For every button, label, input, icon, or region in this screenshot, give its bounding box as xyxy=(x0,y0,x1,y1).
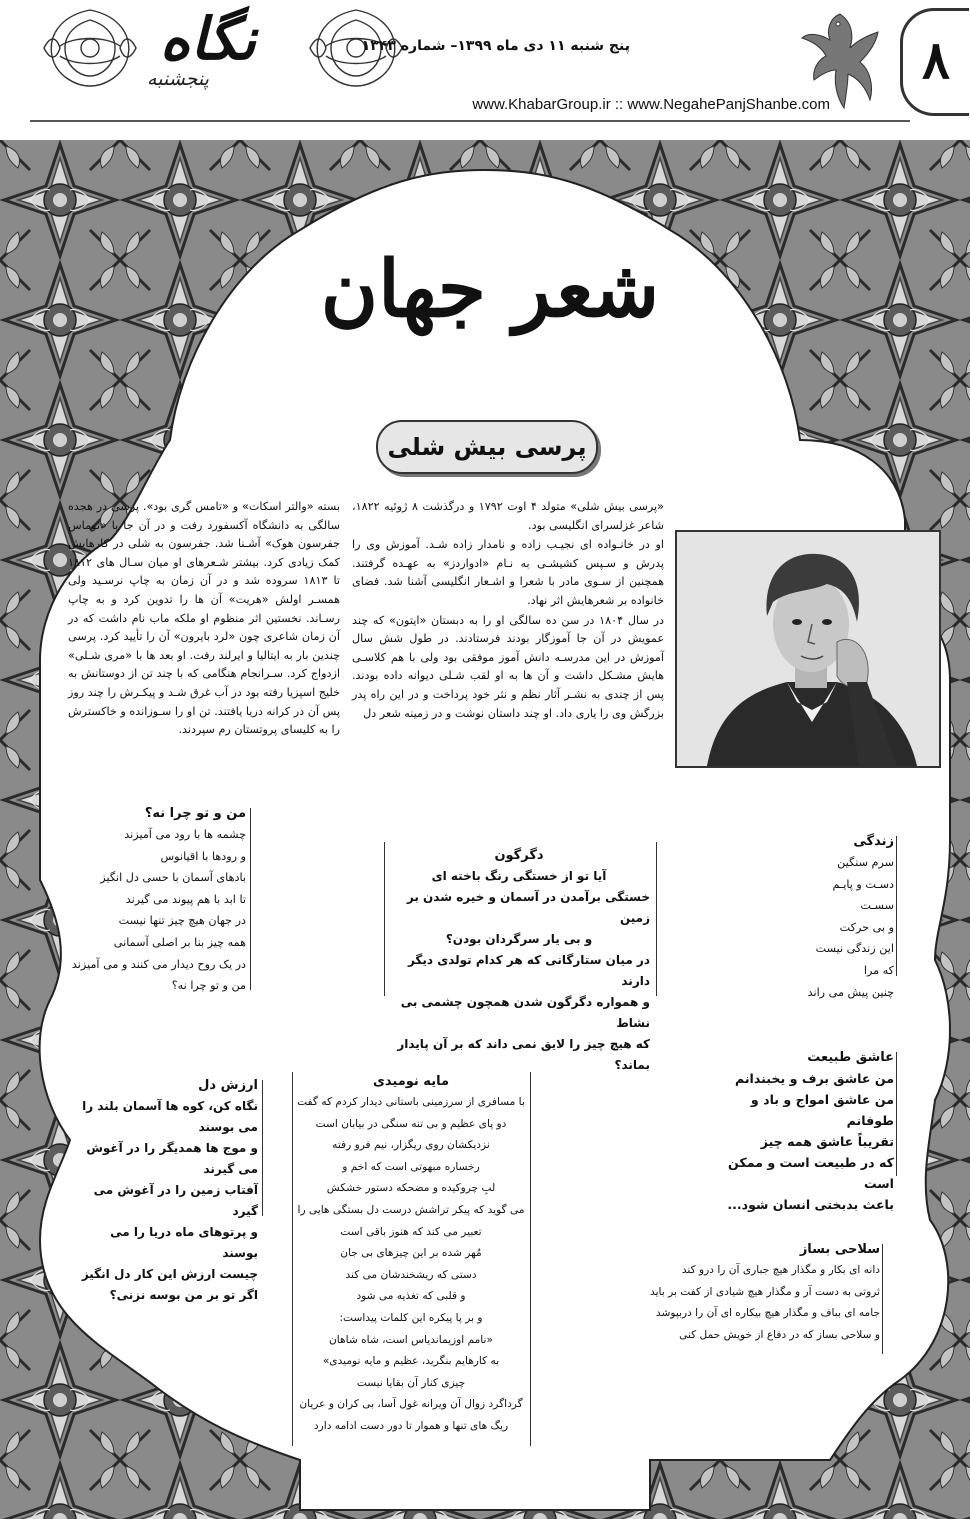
poem-mayeh-noumidi xyxy=(296,1072,526,1438)
poem-title: زندگی xyxy=(853,834,894,849)
logo-subtitle: پنجشنبه xyxy=(147,68,209,90)
bird-ornament-icon xyxy=(800,4,880,116)
poem-line: و موج ها همدیگر را در آغوش می گیرند xyxy=(86,1141,258,1176)
poem-line: و رودها با اقیانوس xyxy=(160,849,246,863)
poem-line: چنین پیش می راند xyxy=(807,985,894,999)
poem-line: خستگی برآمدن در آسمان و خیره شدن بر زمین xyxy=(406,890,650,925)
masthead-logo xyxy=(118,4,298,108)
poem-divider xyxy=(250,808,251,990)
poem-divider xyxy=(896,1052,897,1176)
poem-divider xyxy=(292,1072,293,1446)
poem-line: که هیچ چیز را لایق نمی داند که بر آن پایدار بماند؟ xyxy=(397,1037,650,1072)
poet-name: پرسی بیش شلی xyxy=(387,433,587,461)
poem-line: در یک روح دیدار می کنند و می آمیزند xyxy=(71,957,246,971)
page-number: ۸ xyxy=(922,30,950,91)
poem-zendegi xyxy=(800,832,894,1003)
poem-line: می گوید که پیکر تراشش درست دل بستگی هایی را xyxy=(297,1203,525,1216)
poem-divider xyxy=(882,1244,883,1354)
poem-line: من عاشق امواج و باد و طوفانم xyxy=(750,1092,894,1128)
poem-line: لبِ چروکیده و مضحکه دستور خشکش xyxy=(326,1182,496,1195)
poem-asheq-tabiat xyxy=(700,1048,894,1215)
poem-line: جامه ای بباف و مگذار هیچ بیکاره ای آن را دربپوشد xyxy=(655,1307,880,1320)
poem-title: سلاحی بساز xyxy=(799,1242,880,1257)
poem-line: و بی یار سرگردان بودن؟ xyxy=(445,932,593,946)
poem-title: عاشق طبیعت xyxy=(807,1050,894,1065)
poem-line: در میان ستارگانی که هر کدام تولدی دیگر دارند xyxy=(407,953,650,988)
poem-line: ثروتی به دست آر و مگذار هیچ شیادی از کفت بر باید xyxy=(650,1285,880,1298)
poem-line: نزدیکشان روی ریگزار، نیم فرو رفته xyxy=(332,1139,490,1152)
bio-paragraph: بسته «والتر اسکات» و «تامس گری بود». پرسی در هجده سالگی به دانشگاه آکسفورد رفت و در آن جا با «توماس جفرسون هوک» آشـنا شد. جفرسون به شلی در کارهایش کمک زیادی کرد. بیشتر شـعرهای او میان سـال های ۱۸۱۲ تا ۱۸۱۳ سروده شد و در آن زمان به چاپ نرسـید ولی همسـر اولش «هریت» آن ها را تدوین کرد و به چاپ رسـاند. نخستین اثر منظوم او ملکه ماب نام داشت که در آن زمان شاعری چون «لرد بایرون» آن را تأیید کرد. پرسی چندین بار به ایتالیا و ایرلند رفت. او بعد ها با «مری شـلی» ازدواج کرد. سـرانجام هنگامی که با چند تن از دوستانش به خلیج اسپزیا رفته بود در آب غرق شـد و پیکـرش را چند روز پس آن در کرانه دریا یافتند. تن او را سـوزانده و خاکسترش را به کلیسای پروتستان رم سپردند. xyxy=(68,500,340,737)
poem-line: آیا تو از خستگی رنگ باخته ای xyxy=(431,869,607,883)
poem-line: ریگ های تنها و هموار تا دور دست ادامه دارد xyxy=(313,1419,509,1432)
poem-line: دو پای عظیم و بی تنه سنگی در بیابان است xyxy=(315,1117,507,1130)
poem-arzesh-del xyxy=(80,1076,258,1306)
bio-column-right xyxy=(352,498,664,724)
poem-line: «نامم اوزیماندیاس است، شاه شاهان xyxy=(329,1333,493,1346)
poem-line: و سلاحی بساز که در دفاع از خویش حمل کنی xyxy=(679,1328,880,1341)
poem-line: همه چیز بنا بر اصلی آسمانی xyxy=(113,935,246,949)
poem-line: و پرتوهای ماه دریا را می بوسند xyxy=(110,1225,258,1260)
poem-line: و بر پا پیکره این کلمات پیداست: xyxy=(339,1311,483,1324)
bio-paragraph: در سال ۱۸۰۴ در سن ده سالگی او را به دبستان «ایتون» که چند عمویش در آن جا آموزگار بودند فرستادند. در طول شش سال آموزش در این مدرسـه دانش آموز موفقی بود ولی با هم کلاسـی هایش مشـکل داشت و آن ها به او لقب شـلی دیوانه داده بودند. پس از چندی به نشـر آثار نظم و نثر خود پرداخت و در این راه پدر بزرگش وی را یاری داد. او چند داستان نوشت و در زمینه شعر دل xyxy=(352,613,664,720)
poem-man-o-to xyxy=(70,804,246,997)
poem-line: در جهان هیچ چیز تنها نیست xyxy=(118,914,246,928)
poem-line: گرداگرد زوال آن ویرانه غول آسا، بی کران و عریان xyxy=(299,1398,523,1411)
poet-name-banner xyxy=(376,420,598,474)
portrait-image xyxy=(677,532,939,766)
poem-divider xyxy=(384,842,385,996)
poem-line: تا ابد با هم پیوند می گیرند xyxy=(125,892,246,906)
poem-title: من و تو چرا نه؟ xyxy=(144,806,246,821)
poem-line: من و تو چرا نه؟ xyxy=(171,979,246,993)
poem-line: تقریباً عاشق همه چیز xyxy=(760,1134,894,1149)
poem-line: به کارهایم بنگرید، عظیم و مایه نومیدی» xyxy=(322,1355,500,1368)
poem-line: دسـت و پایـم سسـت xyxy=(832,877,894,913)
bio-paragraph: «پرسی بیش شلی» متولد ۴ اوت ۱۷۹۲ و درگذشت ۸ ژوئیه ۱۸۲۲، شاعر غزلسرای انگلیسی بود. xyxy=(352,500,665,532)
poem-line: مُهر شده بر این چیزهای بی جان xyxy=(340,1247,482,1260)
poem-divider xyxy=(262,1080,263,1216)
poem-degargoon xyxy=(388,846,650,1076)
poem-line: نگاه کن، کوه ها آسمان بلند را می بوسند xyxy=(82,1099,258,1134)
page-number-tab xyxy=(900,8,969,116)
poem-title: ارزش دل xyxy=(198,1078,258,1093)
poem-line: بادهای آسمان با حسی دل انگیز xyxy=(100,871,246,885)
logo-text: نگاه xyxy=(159,5,257,73)
poem-divider xyxy=(896,836,897,976)
poem-line: و قلبی که تغذیه می شود xyxy=(356,1290,466,1303)
poem-line: دانه ای بکار و مگذار هیچ جباری آن را درو کند xyxy=(681,1264,880,1276)
website-urls: www.KhabarGroup.ir :: www.NegahePanjShanbe.com xyxy=(472,96,830,113)
poem-line: با مسافری از سرزمینی باستانی دیدار کردم که گفت xyxy=(297,1096,525,1108)
poem-line: و بی حرکت xyxy=(839,920,894,934)
poem-divider xyxy=(656,842,657,996)
poem-line: این زندگی نیست xyxy=(815,942,894,956)
page-header xyxy=(0,0,970,128)
issue-dateline: پنج شنبه ۱۱ دی ماه ۱۳۹۹– شماره ۱۳۴۳ xyxy=(361,38,630,54)
poem-line: باعث بدبختی انسان شود... xyxy=(727,1197,894,1212)
poem-title: مایه نومیدی xyxy=(372,1074,450,1089)
poem-line: چیزی کنار آن بقایا نیست xyxy=(356,1376,466,1389)
poem-line: آفتاب زمین را در آغوش می گیرد xyxy=(93,1183,258,1218)
poem-line: رخساره مبهوتی است که اخم و xyxy=(342,1160,480,1173)
header-rule xyxy=(30,120,910,122)
poem-line: که در طبیعت است و ممکن است xyxy=(728,1155,894,1191)
poem-line: چشمه ها با رود می آمیزند xyxy=(124,828,246,841)
bio-column-left xyxy=(68,498,340,741)
poet-portrait xyxy=(675,530,941,768)
poem-line: چیست ارزش این کار دل انگیز xyxy=(81,1267,258,1281)
poem-line: دستی که ریشخندشان می کند xyxy=(345,1268,477,1281)
bio-paragraph: او در خانـواده ای نجیـب زاده و نامدار زاده شـد. آموزش وی را پدرش و سـپس کشیشـی به نـام «ادواردز» به عهـده گرفتند. همچنین از سـوی مادر با شعرا و اشـعار انگلیسی آشنا شد. فضای خانواده بر شعرهایش اثر نهاد. xyxy=(352,538,664,607)
poem-divider xyxy=(530,1072,531,1446)
page-title: شعر جهان xyxy=(320,244,660,335)
poem-line: و همواره دگرگون شدن همچون چشمی بی نشاط xyxy=(400,995,650,1030)
poem-line: سرم سنگین xyxy=(837,856,894,869)
poem-line: اگر تو بر من بوسه نزنی؟ xyxy=(109,1288,258,1302)
poem-line: من عاشق برف و یخبندانم xyxy=(734,1071,894,1086)
poem-line: که مرا xyxy=(863,963,894,977)
poem-selahi-besaz xyxy=(610,1240,880,1346)
poem-line: تعبیر می کند که هنوز باقی است xyxy=(340,1225,482,1238)
poem-title: دگرگون xyxy=(494,848,544,863)
